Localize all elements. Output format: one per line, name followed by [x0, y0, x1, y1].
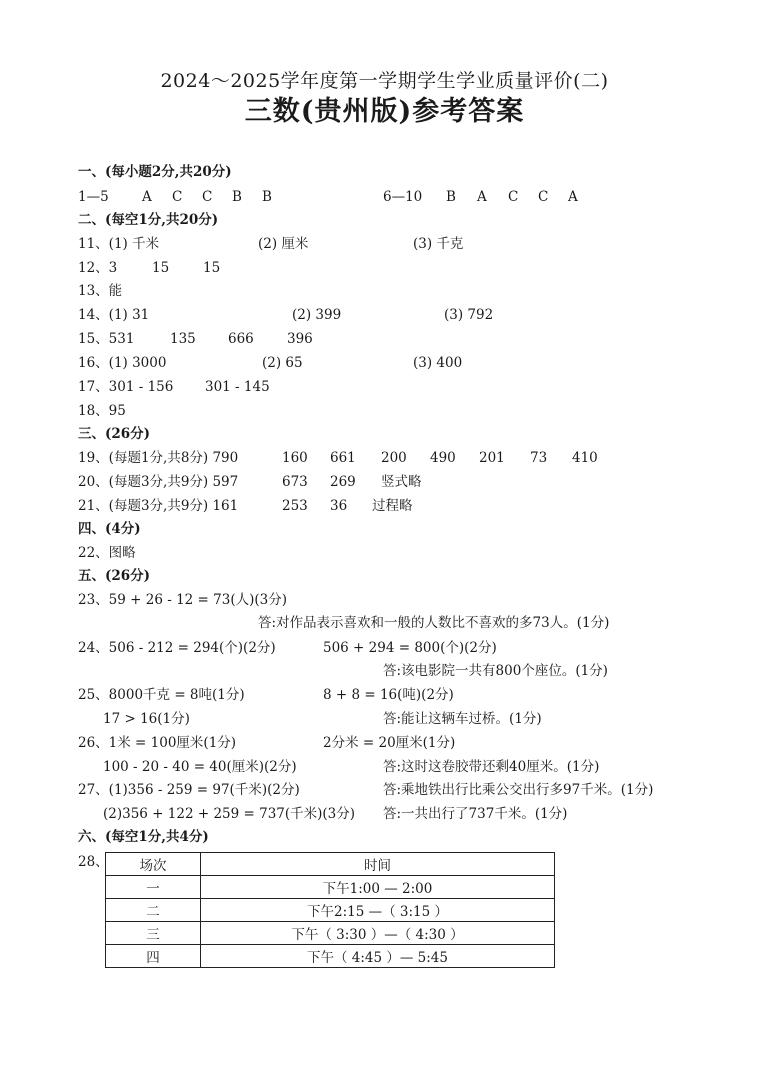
q26-equation-1: 26、1米 = 100厘米(1分) — [78, 735, 237, 751]
q19-part7: 73 — [530, 450, 548, 466]
table-cell-session: 三 — [106, 922, 201, 945]
table-cell-time: 下午（ 4:45 ）— 5:45 — [201, 945, 555, 968]
answer-8: C — [508, 189, 519, 205]
table-header-session: 场次 — [106, 853, 201, 876]
q14-part1: 14、(1) 31 — [78, 307, 150, 323]
q25-equation-2: 8 + 8 = 16(吨)(2分) — [323, 687, 454, 703]
q25-equation-1: 25、8000千克 = 8吨(1分) — [78, 687, 245, 703]
q21-part2: 253 — [282, 498, 308, 514]
q12-part1: 12、3 — [78, 260, 118, 276]
q14-part3: (3) 792 — [444, 307, 494, 323]
q25-comparison: 17 > 16(1分) — [103, 711, 190, 727]
table-cell-time: 下午1:00 — 2:00 — [201, 876, 555, 899]
q12-part3: 15 — [203, 260, 221, 276]
answer-9: C — [538, 189, 549, 205]
q15-part4: 396 — [287, 331, 313, 347]
q17-part2: 301 - 145 — [205, 379, 270, 395]
q27-equation-1: 27、(1)356 - 259 = 97(千米)(2分) — [78, 782, 300, 798]
q17-part1: 17、301 - 156 — [78, 379, 174, 395]
q19-part3: 661 — [330, 450, 356, 466]
q27-answer-1: 答:乘地铁出行比乘公交出行多97千米。(1分) — [383, 782, 654, 798]
answer-range-6-10: 6—10 — [383, 189, 423, 205]
table-cell-session: 四 — [106, 945, 201, 968]
answer-6: B — [446, 189, 456, 205]
q25-answer: 答:能让这辆车过桥。(1分) — [383, 711, 542, 727]
q23-answer: 答:对作品表示喜欢和一般的人数比不喜欢的多73人。(1分) — [258, 615, 610, 631]
page-subtitle: 三数(贵州版)参考答案 — [244, 96, 525, 127]
q16-part2: (2) 65 — [262, 355, 303, 371]
q13: 13、能 — [78, 283, 123, 299]
q16-part1: 16、(1) 3000 — [78, 355, 167, 371]
answer-10: A — [568, 189, 578, 205]
page-title: 2024～2025学年度第一学期学生学业质量评价(二) — [160, 70, 609, 92]
q15-part3: 666 — [228, 331, 254, 347]
q26-answer: 答:这时这卷胶带还剩40厘米。(1分) — [383, 759, 600, 775]
q15-part1: 15、531 — [78, 331, 135, 347]
table-cell-session: 一 — [106, 876, 201, 899]
table-row — [106, 876, 555, 899]
q22: 22、图略 — [78, 545, 136, 561]
table-cell-time: 下午2:15 —（ 3:15 ） — [201, 899, 555, 922]
q21-part3: 36 — [330, 498, 348, 514]
section-4-heading: 四、(4分) — [78, 521, 141, 537]
table-row — [106, 922, 555, 945]
q27-answer-2: 答:一共出行了737千米。(1分) — [383, 806, 568, 822]
q19-part8: 410 — [572, 450, 598, 466]
section-6-heading: 六、(每空1分,共4分) — [78, 829, 209, 845]
q11-part3: (3) 千克 — [413, 236, 464, 252]
q19-part5: 490 — [430, 450, 456, 466]
q24-equation-1: 24、506 - 212 = 294(个)(2分) — [78, 640, 276, 656]
q21-part1: 21、(每题3分,共9分) 161 — [78, 498, 239, 514]
q18: 18、95 — [78, 403, 126, 419]
table-row — [106, 945, 555, 968]
answer-5: B — [262, 189, 272, 205]
answer-1: A — [142, 189, 152, 205]
table-row — [106, 899, 555, 922]
q11-part2: (2) 厘米 — [258, 236, 309, 252]
table-cell-session: 二 — [106, 899, 201, 922]
q26-equation-3: 100 - 20 - 40 = 40(厘米)(2分) — [103, 759, 297, 775]
q20-part3: 269 — [330, 474, 356, 490]
answer-7: A — [477, 189, 487, 205]
q20-part2: 673 — [282, 474, 308, 490]
q14-part2: (2) 399 — [292, 307, 342, 323]
section-3-heading: 三、(26分) — [78, 426, 151, 442]
q20-part4: 竖式略 — [381, 474, 422, 490]
table-header-row — [106, 853, 555, 876]
table-header-time: 时间 — [201, 853, 555, 876]
q27-equation-2: (2)356 + 122 + 259 = 737(千米)(3分) — [103, 806, 356, 822]
q19-part2: 160 — [282, 450, 308, 466]
section-1-heading: 一、(每小题2分,共20分) — [78, 164, 232, 180]
answer-3: C — [202, 189, 213, 205]
q20-part1: 20、(每题3分,共9分) 597 — [78, 474, 239, 490]
schedule-table — [105, 852, 555, 968]
q19-part6: 201 — [479, 450, 505, 466]
section-5-heading: 五、(26分) — [78, 568, 151, 584]
q23-equation: 23、59 + 26 - 12 = 73(人)(3分) — [78, 592, 287, 608]
q19-part1: 19、(每题1分,共8分) 790 — [78, 450, 239, 466]
answer-2: C — [172, 189, 183, 205]
section-2-heading: 二、(每空1分,共20分) — [78, 212, 219, 228]
q26-equation-2: 2分米 = 20厘米(1分) — [323, 735, 456, 751]
answer-range-1-5: 1—5 — [78, 189, 109, 205]
q15-part2: 135 — [170, 331, 196, 347]
table-cell-time: 下午（ 3:30 ）—（ 4:30 ） — [201, 922, 555, 945]
q16-part3: (3) 400 — [413, 355, 463, 371]
q24-answer: 答:该电影院一共有800个座位。(1分) — [383, 663, 608, 679]
q11-part1: 11、(1) 千米 — [78, 236, 160, 252]
q12-part2: 15 — [152, 260, 170, 276]
q28-label: 28、 — [78, 854, 109, 870]
q24-equation-2: 506 + 294 = 800(个)(2分) — [323, 640, 497, 656]
q19-part4: 200 — [381, 450, 407, 466]
q21-part4: 过程略 — [372, 498, 413, 514]
answer-4: B — [232, 189, 242, 205]
